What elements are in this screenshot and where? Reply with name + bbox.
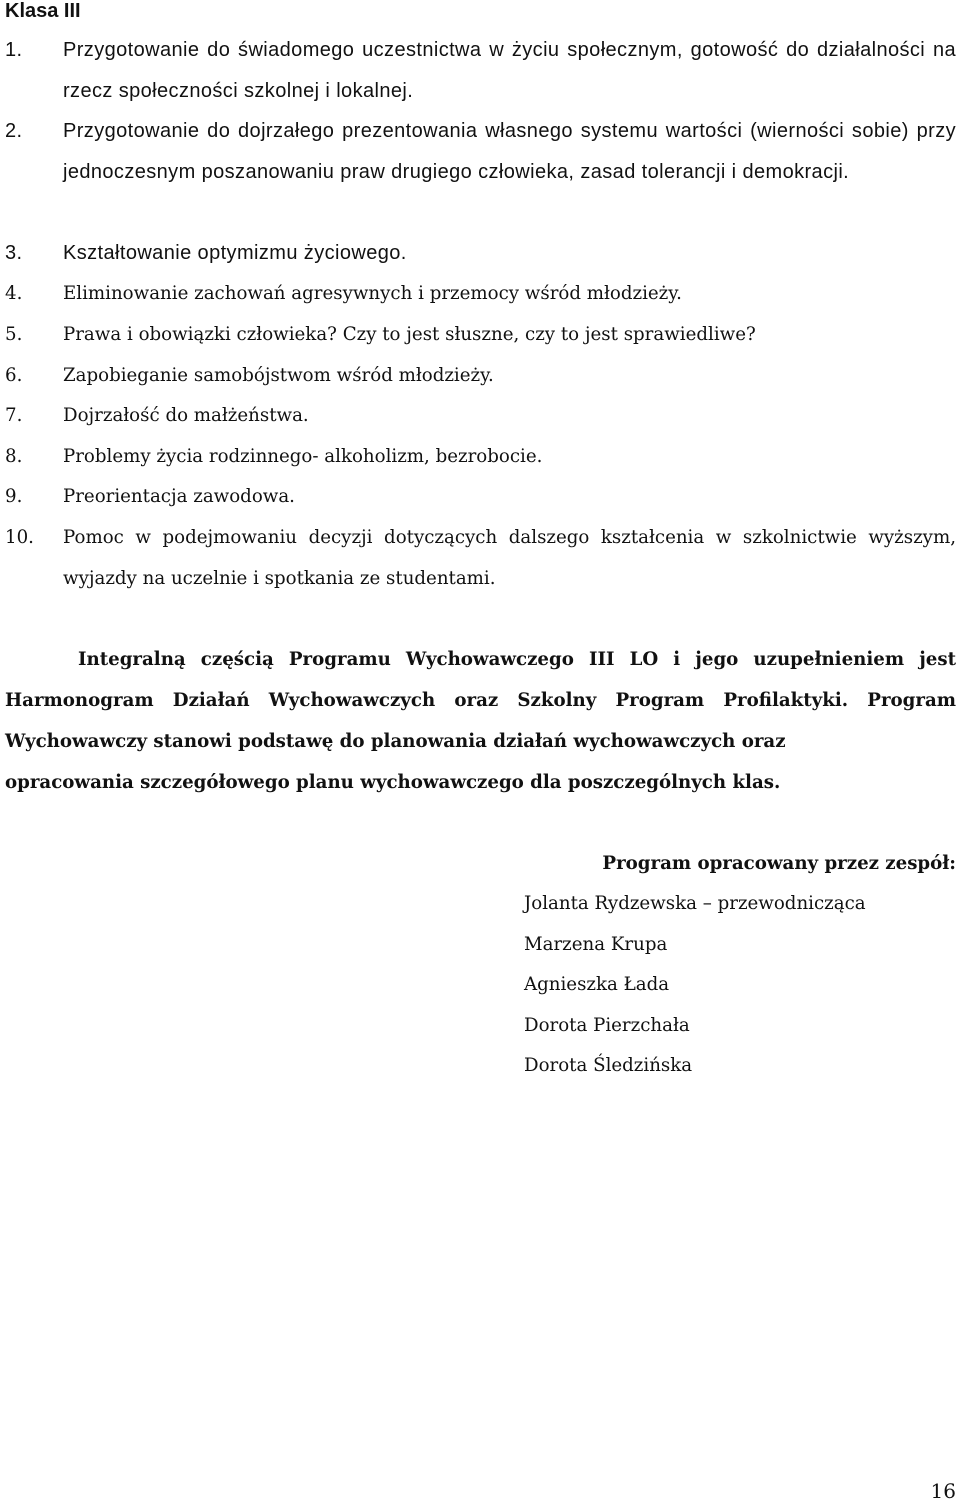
page-number: 16 [930,1479,956,1503]
summary-main-text: Integralną częścią Programu Wychowawczego III LO i jego uzupełnieniem jest Harmonogram Działań Wychowawczych oraz Szkolny Program Profilaktyki. Program Wychowawczy stanowi podstawę do planowania działań wychowawczych oraz [5,649,956,752]
item-number: 2. [5,120,23,142]
section-heading: Klasa III [5,0,81,22]
team-member: Dorota Śledzińska [524,1055,693,1076]
item-number: 1. [5,39,23,61]
item-number: 10. [5,527,34,548]
item-text: Pomoc w podejmowaniu decyzji dotyczących dalszego kształcenia w szkolnictwie wyższym, wyjazdy na uczelnie i spotkania ze studentami. [63,527,956,589]
item-text: Eliminowanie zachowań agresywnych i przemocy wśród młodzieży. [63,283,682,304]
item-text: Zapobieganie samobójstwom wśród młodzieży. [63,365,494,386]
item-text: Kształtowanie optymizmu życiowego. [63,242,407,264]
item-number: 6. [5,365,23,386]
team-members-list [524,884,866,1087]
item-text: Przygotowanie do świadomego uczestnictwa w życiu społecznym, gotowość do działalności na rzecz społeczności szkolnej i lokalnej. [63,39,956,102]
team-member: Dorota Pierzchała [524,1014,690,1036]
team-member: Agnieszka Łada [524,974,670,995]
item-text: Preorientacja zawodowa. [63,486,295,507]
item-text: Przygotowanie do dojrzałego prezentowania własnego systemu wartości (wierności sobie) przy jednoczesnym poszanowaniu praw drugiego człowieka, zasad tolerancji i demokracji. [63,120,956,183]
item-text: Prawa i obowiązki człowieka? Czy to jest słuszne, czy to jest sprawiedliwe? [63,324,756,345]
summary-last-line: opracowania szczegółowego planu wychowawczego dla poszczególnych klas. [5,772,781,793]
item-number: 3. [5,242,23,264]
item-number: 9. [5,486,23,507]
item-number: 8. [5,446,23,467]
item-text: Problemy życia rodzinnego- alkoholizm, bezrobocie. [63,446,543,467]
item-number: 4. [5,283,23,304]
team-member: Marzena Krupa [524,933,668,955]
team-heading: Program opracowany przez zespół: [602,853,956,874]
item-text: Dojrzałość do małżeństwa. [63,405,309,426]
item-number: 7. [5,405,23,426]
item-number: 5. [5,324,23,345]
program-summary [5,639,956,803]
team-member: Jolanta Rydzewska – przewodnicząca [524,893,866,914]
